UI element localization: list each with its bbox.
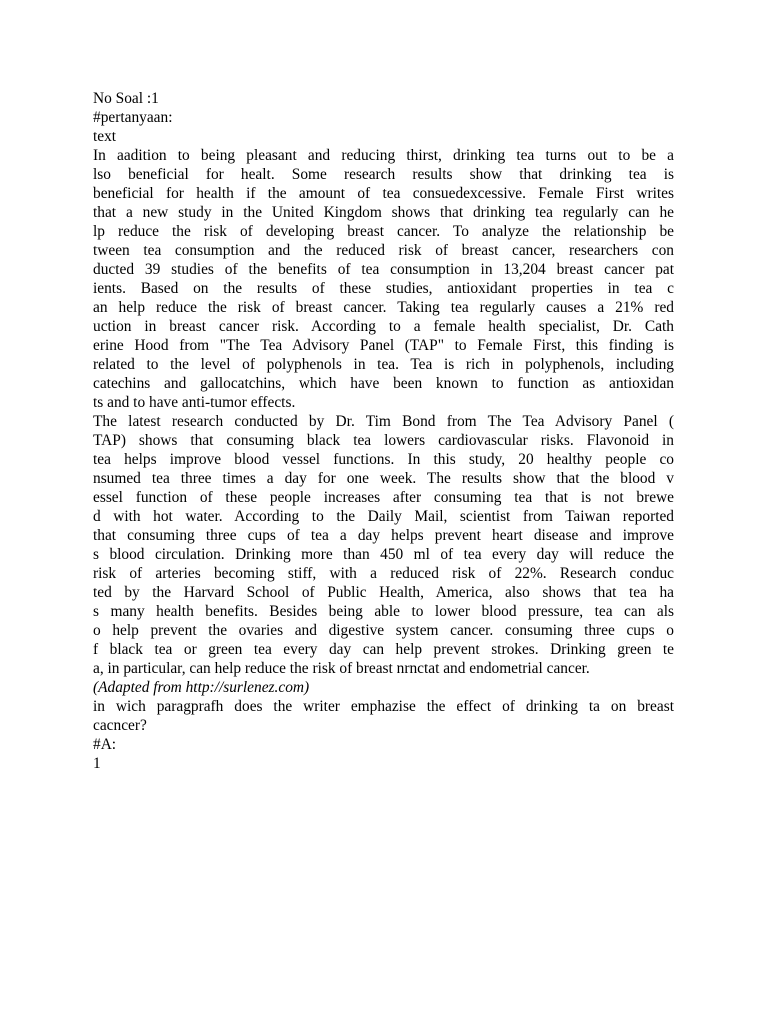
text-line: The latest research conducted by Dr. Tim Bond from The Tea Advisory Panel ( [93,413,674,430]
document-page [93,89,674,773]
text-line: beneficial for health if the amount of tea consuedexcessive. Female First writes [93,185,674,202]
text-line: o help prevent the ovaries and digestive system cancer. consuming three cups o [93,622,674,639]
text-line: an help reduce the risk of breast cancer. Taking tea regularly causes a 21% red [93,299,674,316]
question-text [93,697,674,735]
answer-label: #A: [93,736,117,753]
text-label: text [93,128,117,145]
text-line: that a new study in the United Kingdom shows that drinking tea regularly can he [93,204,674,221]
text-line: f black tea or green tea every day can help prevent strokes. Drinking green te [93,641,674,658]
answer-value: 1 [93,755,101,772]
text-line: risk of arteries becoming stiff, with a reduced risk of 22%. Research conduc [93,565,674,582]
text-line: d with hot water. According to the Daily Mail, scientist from Taiwan reported [93,508,674,525]
text-line: lp reduce the risk of developing breast cancer. To analyze the relationship be [93,223,674,240]
source-citation: (Adapted from http://surlenez.com) [93,679,310,696]
question-number: No Soal :1 [93,90,159,107]
text-line: tea helps improve blood vessel functions. In this study, 20 healthy people co [93,451,674,468]
text-line: ients. Based on the results of these studies, antioxidant properties in tea c [93,280,674,297]
paragraph-2 [93,412,674,678]
text-line: lso beneficial for healt. Some research results show that drinking tea is [93,166,674,183]
text-line: TAP) shows that consuming black tea lowers cardiovascular risks. Flavonoid in [93,432,674,449]
paragraph-1 [93,146,674,412]
text-line: uction in breast cancer risk. According to a female health specialist, Dr. Cath [93,318,674,335]
text-line: that consuming three cups of tea a day helps prevent heart disease and improve [93,527,674,544]
text-line: cacncer? [93,717,147,734]
text-line: In aadition to being pleasant and reducing thirst, drinking tea turns out to be a [93,147,674,164]
text-line: a, in particular, can help reduce the risk of breast nrnctat and endometrial cancer. [93,660,590,677]
question-label: #pertanyaan: [93,109,173,126]
text-line: ducted 39 studies of the benefits of tea consumption in 13,204 breast cancer pat [93,261,674,278]
text-line: essel function of these people increases after consuming tea that is not brewe [93,489,674,506]
text-line: ted by the Harvard School of Public Health, America, also shows that tea ha [93,584,674,601]
text-line: s many health benefits. Besides being able to lower blood pressure, tea can als [93,603,674,620]
text-line: ts and to have anti-tumor effects. [93,394,296,411]
text-line: catechins and gallocatchins, which have been known to function as antioxidan [93,375,674,392]
text-line: in wich paragprafh does the writer emphazise the effect of drinking ta on breast [93,698,674,715]
text-line: related to the level of polyphenols in tea. Tea is rich in polyphenols, including [93,356,674,373]
text-line: tween tea consumption and the reduced risk of breast cancer, researchers con [93,242,674,259]
text-line: s blood circulation. Drinking more than 450 ml of tea every day will reduce the [93,546,674,563]
text-line: nsumed tea three times a day for one week. The results show that the blood v [93,470,674,487]
text-line: erine Hood from "The Tea Advisory Panel (TAP" to Female First, this finding is [93,337,674,354]
